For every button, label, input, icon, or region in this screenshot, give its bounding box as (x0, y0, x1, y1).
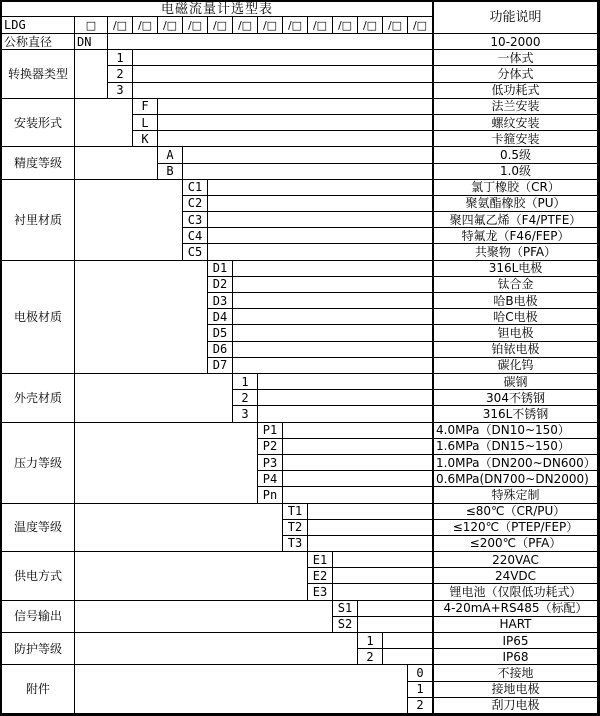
spacer-cell (233, 293, 433, 309)
spacer-cell (75, 601, 333, 633)
spacer-cell (333, 568, 433, 584)
spacer-cell (75, 423, 258, 504)
code-cell: 2 (358, 649, 383, 665)
spacer-cell (233, 309, 433, 325)
spacer-cell (75, 552, 308, 601)
code-cell: D7 (208, 358, 233, 374)
description-cell: IP68 (433, 649, 598, 665)
spacer-cell (358, 617, 433, 633)
spacer-cell (208, 196, 433, 212)
spacer-cell (383, 649, 433, 665)
code-cell: 3 (233, 406, 258, 422)
description-cell: 4-20mA+RS485（标配） (433, 601, 598, 617)
description-cell: 24VDC (433, 568, 598, 584)
spacer-cell (233, 261, 433, 277)
category-cell: 精度等级 (2, 147, 75, 179)
spacer-cell (133, 83, 433, 99)
description-cell: ≤120℃（PTEP/FEP） (433, 520, 598, 536)
description-cell: 4.0MPa（DN10~150） (433, 423, 598, 439)
code-cell: P1 (258, 423, 283, 439)
code-cell: E3 (308, 584, 333, 600)
description-cell: 刮刀电极 (433, 698, 598, 714)
code-cell: E2 (308, 568, 333, 584)
category-cell: 温度等级 (2, 504, 75, 553)
code-cell: T3 (283, 536, 308, 552)
order-slot-box: /□ (358, 17, 383, 34)
code-cell: C4 (183, 228, 208, 244)
spacer-cell (75, 261, 208, 374)
spacer-cell (258, 374, 433, 390)
code-cell: S1 (333, 601, 358, 617)
description-cell: 0.6MPa(DN700~DN2000) (433, 471, 598, 487)
spacer-cell (183, 164, 433, 180)
description-cell: 碳化钨 (433, 358, 598, 374)
spacer-cell (233, 358, 433, 374)
function-column-header: 功能说明 (433, 2, 598, 34)
spacer-cell (208, 212, 433, 228)
description-cell: ≤200℃（PFA） (433, 536, 598, 552)
order-slot-box: /□ (133, 17, 158, 34)
order-slot-box: /□ (183, 17, 208, 34)
code-cell: C5 (183, 244, 208, 260)
description-cell: 1.0MPa（DN200~DN600） (433, 455, 598, 471)
code-cell: B (158, 164, 183, 180)
model-prefix-cell: LDG (2, 17, 75, 34)
spacer-cell (75, 147, 158, 179)
description-cell: 10-2000 (433, 34, 598, 50)
spacer-cell (283, 487, 433, 503)
code-cell: 3 (108, 83, 133, 99)
code-cell: S2 (333, 617, 358, 633)
code-cell: 1 (108, 50, 133, 66)
spacer-cell (283, 423, 433, 439)
description-cell: 螺纹安装 (433, 115, 598, 131)
description-cell: 氯丁橡胶（CR） (433, 180, 598, 196)
spacer-cell (258, 406, 433, 422)
spacer-cell (75, 633, 358, 665)
description-cell: 哈C电极 (433, 309, 598, 325)
code-cell: 1 (408, 682, 433, 698)
description-cell: 钛合金 (433, 277, 598, 293)
description-cell: HART (433, 617, 598, 633)
code-cell: DN (75, 34, 108, 50)
order-slot-box: /□ (208, 17, 233, 34)
order-slot-box: /□ (158, 17, 183, 34)
order-slot-box: /□ (383, 17, 408, 34)
description-cell: 304不锈钢 (433, 390, 598, 406)
spacer-cell (133, 66, 433, 82)
code-cell: K (133, 131, 158, 147)
spacer-cell (158, 115, 433, 131)
spacer-cell (208, 180, 433, 196)
spacer-cell (75, 99, 133, 148)
description-cell: 特氟龙（F46/FEP） (433, 228, 598, 244)
order-slot-box: /□ (408, 17, 433, 34)
description-cell: 锂电池（仅限低功耗式） (433, 584, 598, 600)
spacer-cell (333, 584, 433, 600)
spacer-cell (233, 277, 433, 293)
code-cell: Pn (258, 487, 283, 503)
order-slot-box: /□ (283, 17, 308, 34)
category-cell: 信号输出 (2, 601, 75, 633)
code-cell: D6 (208, 342, 233, 358)
code-cell: 1 (358, 633, 383, 649)
order-code-box: □ (75, 17, 108, 34)
table-title: 电磁流量计选型表 (2, 2, 433, 17)
description-cell: 特殊定制 (433, 487, 598, 503)
spacer-cell (208, 228, 433, 244)
spacer-cell (75, 374, 233, 423)
code-cell: 0 (408, 665, 433, 681)
code-cell: C1 (183, 180, 208, 196)
description-cell: 钽电极 (433, 325, 598, 341)
spacer-cell (333, 552, 433, 568)
description-cell: 法兰安装 (433, 99, 598, 115)
spacer-cell (158, 131, 433, 147)
spacer-cell (208, 244, 433, 260)
description-cell: 316L不锈钢 (433, 406, 598, 422)
code-cell: 2 (408, 698, 433, 714)
description-cell: 卡箍安装 (433, 131, 598, 147)
category-cell: 转换器类型 (2, 50, 75, 99)
category-cell: 公称直径 (2, 34, 75, 50)
code-cell: D4 (208, 309, 233, 325)
spacer-cell (183, 147, 433, 163)
code-cell: C3 (183, 212, 208, 228)
order-slot-box: /□ (108, 17, 133, 34)
spacer-cell (283, 471, 433, 487)
description-cell: 一体式 (433, 50, 598, 66)
code-cell: A (158, 147, 183, 163)
code-cell: E1 (308, 552, 333, 568)
description-cell: 接地电极 (433, 682, 598, 698)
code-cell: P2 (258, 439, 283, 455)
spacer-cell (308, 520, 433, 536)
code-cell: 2 (233, 390, 258, 406)
spacer-cell (258, 390, 433, 406)
code-cell: 2 (108, 66, 133, 82)
code-cell: D3 (208, 293, 233, 309)
description-cell: 聚四氟乙烯（F4/PTFE） (433, 212, 598, 228)
description-cell: ≤80℃（CR/PU） (433, 504, 598, 520)
description-cell: 220VAC (433, 552, 598, 568)
spacer-cell (283, 439, 433, 455)
spacer-cell (308, 504, 433, 520)
spacer-cell (233, 325, 433, 341)
description-cell: 铂铱电极 (433, 342, 598, 358)
code-cell: D1 (208, 261, 233, 277)
category-cell: 衬里材质 (2, 180, 75, 261)
code-cell: C2 (183, 196, 208, 212)
description-cell: 0.5级 (433, 147, 598, 163)
category-cell: 外壳材质 (2, 374, 75, 423)
category-cell: 附件 (2, 665, 75, 714)
spacer-cell (133, 50, 433, 66)
spacer-cell (75, 504, 283, 553)
code-cell: P3 (258, 455, 283, 471)
category-cell: 安装形式 (2, 99, 75, 148)
spacer-cell (75, 50, 108, 99)
description-cell: 316L电极 (433, 261, 598, 277)
category-cell: 压力等级 (2, 423, 75, 504)
spacer-cell (158, 99, 433, 115)
order-slot-box: /□ (308, 17, 333, 34)
order-slot-box: /□ (333, 17, 358, 34)
description-cell: 不接地 (433, 665, 598, 681)
spacer-cell (283, 455, 433, 471)
spacer-cell (358, 601, 433, 617)
code-cell: T1 (283, 504, 308, 520)
code-cell: F (133, 99, 158, 115)
description-cell: 共聚物（PFA） (433, 244, 598, 260)
description-cell: 碳钢 (433, 374, 598, 390)
category-cell: 电极材质 (2, 261, 75, 374)
code-cell: P4 (258, 471, 283, 487)
spacer-cell (308, 536, 433, 552)
code-cell: T2 (283, 520, 308, 536)
spacer-cell (233, 342, 433, 358)
spacer-cell (75, 180, 183, 261)
spacer-cell (108, 34, 433, 50)
description-cell: 聚氨酯橡胶（PU） (433, 196, 598, 212)
order-slot-box: /□ (233, 17, 258, 34)
description-cell: 分体式 (433, 66, 598, 82)
spacer-cell (75, 665, 408, 714)
description-cell: IP65 (433, 633, 598, 649)
description-cell: 1.0级 (433, 164, 598, 180)
description-cell: 低功耗式 (433, 83, 598, 99)
order-slot-box: /□ (258, 17, 283, 34)
category-cell: 防护等级 (2, 633, 75, 665)
description-cell: 哈B电极 (433, 293, 598, 309)
spacer-cell (383, 633, 433, 649)
description-cell: 1.6MPa（DN15~150） (433, 439, 598, 455)
code-cell: D5 (208, 325, 233, 341)
category-cell: 供电方式 (2, 552, 75, 601)
code-cell: L (133, 115, 158, 131)
code-cell: D2 (208, 277, 233, 293)
code-cell: 1 (233, 374, 258, 390)
